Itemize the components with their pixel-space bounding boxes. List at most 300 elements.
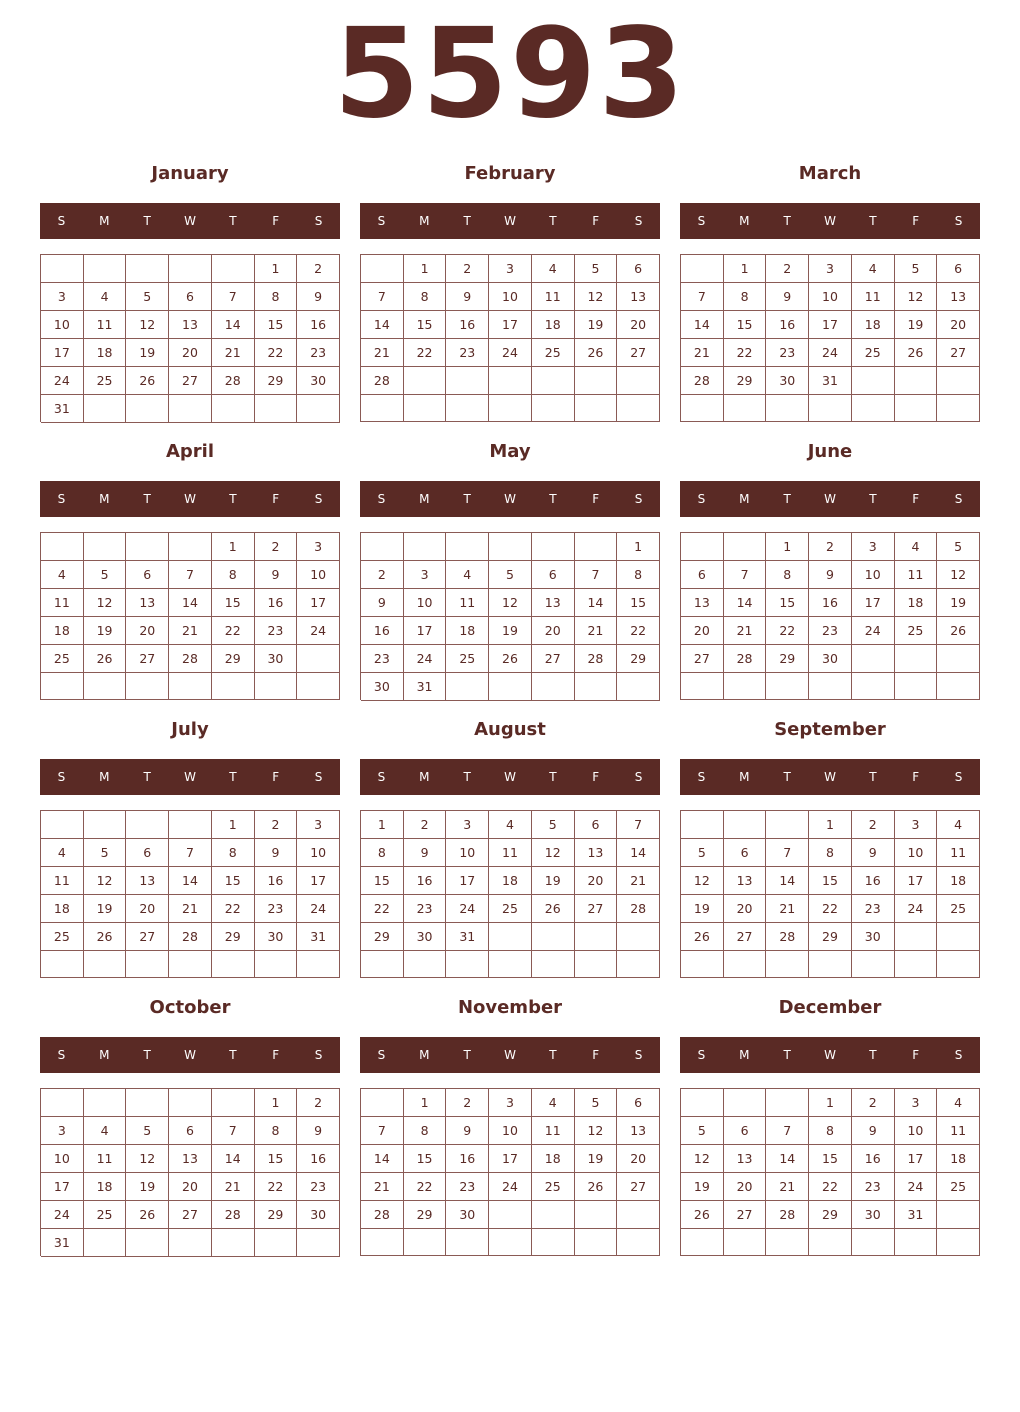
day-cell: 19 (895, 311, 938, 339)
day-cell: 13 (126, 867, 169, 895)
weekday-label: S (697, 492, 706, 506)
day-cell: 24 (489, 339, 532, 367)
day-cell: 16 (852, 867, 895, 895)
day-grid (680, 1088, 980, 1256)
weekday-label: F (592, 1048, 600, 1062)
day-cell: 15 (361, 867, 404, 895)
weekday-header (680, 1037, 980, 1073)
day-cell: 3 (297, 811, 340, 839)
day-cell: 12 (126, 1145, 169, 1173)
day-cell: 5 (84, 839, 127, 867)
day-cell: 1 (404, 255, 447, 283)
day-grid (360, 254, 660, 422)
day-cell (681, 255, 724, 283)
day-cell: 11 (84, 311, 127, 339)
weekday-label: M (99, 770, 110, 784)
day-cell: 23 (852, 895, 895, 923)
day-cell: 18 (937, 1145, 980, 1173)
day-cell: 25 (532, 339, 575, 367)
day-cell: 21 (212, 1173, 255, 1201)
day-cell: 23 (809, 617, 852, 645)
day-cell: 11 (852, 283, 895, 311)
day-cell: 18 (532, 1145, 575, 1173)
weekday-label: S (377, 214, 386, 228)
day-cell: 17 (895, 1145, 938, 1173)
day-cell (126, 673, 169, 700)
day-cell (724, 395, 767, 422)
day-cell: 27 (169, 367, 212, 395)
day-cell: 10 (895, 839, 938, 867)
day-cell: 8 (724, 283, 767, 311)
weekday-label: F (272, 492, 280, 506)
day-cell: 5 (532, 811, 575, 839)
weekday-label: T (463, 214, 471, 228)
day-cell: 26 (126, 367, 169, 395)
day-cell (297, 1229, 340, 1257)
day-cell: 13 (724, 1145, 767, 1173)
weekday-label: T (549, 214, 557, 228)
day-cell (41, 811, 84, 839)
day-cell: 14 (724, 589, 767, 617)
day-cell (937, 1201, 980, 1229)
day-cell: 9 (255, 839, 298, 867)
day-cell: 6 (724, 1117, 767, 1145)
day-cell: 30 (809, 645, 852, 673)
day-cell (169, 255, 212, 283)
day-grid (40, 1088, 340, 1256)
day-cell: 23 (446, 339, 489, 367)
day-cell (212, 951, 255, 978)
day-cell: 14 (766, 1145, 809, 1173)
day-cell: 23 (852, 1173, 895, 1201)
day-cell: 19 (126, 1173, 169, 1201)
day-cell: 8 (255, 283, 298, 311)
day-cell: 26 (489, 645, 532, 673)
day-cell: 15 (212, 589, 255, 617)
day-cell: 30 (766, 367, 809, 395)
day-cell: 8 (809, 839, 852, 867)
day-cell: 22 (766, 617, 809, 645)
day-cell (126, 1089, 169, 1117)
day-cell (446, 673, 489, 701)
day-cell: 1 (766, 533, 809, 561)
day-cell: 9 (255, 561, 298, 589)
day-cell (575, 673, 618, 701)
day-cell: 21 (169, 617, 212, 645)
day-cell: 7 (212, 1117, 255, 1145)
day-cell (724, 1089, 767, 1117)
day-grid (40, 254, 340, 422)
day-cell: 2 (852, 1089, 895, 1117)
day-cell: 9 (852, 1117, 895, 1145)
day-cell (809, 951, 852, 978)
day-cell (126, 1229, 169, 1257)
weekday-label: F (912, 492, 920, 506)
weekday-label: M (99, 492, 110, 506)
weekday-label: S (634, 492, 643, 506)
day-cell: 24 (297, 895, 340, 923)
day-cell: 3 (489, 1089, 532, 1117)
day-cell (446, 1229, 489, 1256)
day-grid (40, 810, 340, 978)
day-cell: 14 (169, 589, 212, 617)
weekday-label: T (463, 770, 471, 784)
day-cell: 29 (766, 645, 809, 673)
day-cell: 27 (617, 339, 660, 367)
day-cell: 27 (169, 1201, 212, 1229)
day-cell: 19 (681, 1173, 724, 1201)
day-cell: 22 (361, 895, 404, 923)
day-cell: 30 (404, 923, 447, 951)
weekday-label: T (869, 1048, 877, 1062)
day-cell: 27 (681, 645, 724, 673)
weekday-label: W (184, 214, 196, 228)
month-name: October (149, 997, 231, 1018)
day-cell (895, 1229, 938, 1256)
day-cell (681, 1089, 724, 1117)
weekday-label: S (634, 214, 643, 228)
day-cell: 16 (446, 311, 489, 339)
day-cell: 29 (724, 367, 767, 395)
day-cell: 5 (681, 839, 724, 867)
day-cell: 24 (41, 367, 84, 395)
weekday-label: M (739, 492, 750, 506)
day-cell: 12 (681, 867, 724, 895)
day-cell: 14 (212, 1145, 255, 1173)
day-cell: 10 (809, 283, 852, 311)
day-cell: 17 (41, 339, 84, 367)
day-cell: 23 (361, 645, 404, 673)
day-cell (724, 951, 767, 978)
day-cell: 17 (446, 867, 489, 895)
day-cell (84, 533, 127, 561)
day-cell: 16 (255, 589, 298, 617)
day-cell (361, 1089, 404, 1117)
day-cell: 22 (404, 339, 447, 367)
weekday-label: T (869, 492, 877, 506)
day-cell: 15 (809, 1145, 852, 1173)
day-cell: 1 (212, 533, 255, 561)
day-cell: 26 (575, 339, 618, 367)
day-cell (169, 1229, 212, 1257)
weekday-label: T (229, 214, 237, 228)
day-cell: 28 (169, 923, 212, 951)
day-cell: 4 (532, 255, 575, 283)
day-cell: 28 (617, 895, 660, 923)
weekday-header (680, 481, 980, 517)
day-cell: 26 (575, 1173, 618, 1201)
day-cell: 28 (169, 645, 212, 673)
day-cell (937, 395, 980, 422)
day-cell: 11 (41, 589, 84, 617)
day-cell (937, 367, 980, 395)
day-cell: 18 (895, 589, 938, 617)
day-cell: 2 (852, 811, 895, 839)
day-cell: 18 (937, 867, 980, 895)
weekday-label: S (697, 1048, 706, 1062)
day-cell: 24 (852, 617, 895, 645)
day-cell: 14 (575, 589, 618, 617)
day-cell (84, 951, 127, 978)
day-cell: 21 (724, 617, 767, 645)
day-cell (297, 645, 340, 673)
day-cell: 3 (895, 1089, 938, 1117)
day-cell: 3 (41, 1117, 84, 1145)
weekday-label: M (739, 214, 750, 228)
month-name: September (774, 719, 886, 740)
day-cell (361, 1229, 404, 1256)
day-cell (681, 395, 724, 422)
day-cell: 28 (766, 1201, 809, 1229)
month-name: March (798, 163, 862, 184)
weekday-label: S (954, 770, 963, 784)
day-cell: 8 (212, 561, 255, 589)
day-cell: 12 (895, 283, 938, 311)
day-cell: 3 (895, 811, 938, 839)
day-cell: 21 (766, 1173, 809, 1201)
day-cell: 21 (169, 895, 212, 923)
day-cell (852, 395, 895, 422)
weekday-label: S (954, 492, 963, 506)
day-cell: 18 (532, 311, 575, 339)
weekday-label: S (634, 1048, 643, 1062)
weekday-header (40, 759, 340, 795)
day-cell: 22 (809, 895, 852, 923)
day-cell: 15 (404, 1145, 447, 1173)
day-cell: 28 (766, 923, 809, 951)
weekday-label: M (99, 214, 110, 228)
day-cell: 31 (41, 395, 84, 423)
day-cell: 6 (126, 839, 169, 867)
day-cell: 31 (297, 923, 340, 951)
day-cell: 3 (852, 533, 895, 561)
day-cell (809, 1229, 852, 1256)
day-cell (41, 951, 84, 978)
weekday-label: T (463, 492, 471, 506)
day-cell: 1 (617, 533, 660, 561)
month-name: April (165, 441, 215, 462)
day-grid (360, 1088, 660, 1256)
day-cell (255, 951, 298, 978)
weekday-header (680, 759, 980, 795)
day-cell (809, 673, 852, 700)
day-cell: 7 (681, 283, 724, 311)
day-cell: 18 (84, 1173, 127, 1201)
weekday-label: F (272, 1048, 280, 1062)
day-cell (489, 673, 532, 701)
weekday-header (360, 203, 660, 239)
day-cell: 2 (809, 533, 852, 561)
day-cell: 21 (617, 867, 660, 895)
day-cell: 28 (575, 645, 618, 673)
day-cell: 29 (255, 367, 298, 395)
day-cell (361, 951, 404, 978)
weekday-label: S (314, 214, 323, 228)
day-cell: 9 (809, 561, 852, 589)
day-cell (617, 1229, 660, 1256)
weekday-label: F (272, 214, 280, 228)
day-cell: 5 (681, 1117, 724, 1145)
day-cell: 11 (895, 561, 938, 589)
day-cell (446, 533, 489, 561)
month-name: June (807, 441, 853, 462)
day-cell: 13 (575, 839, 618, 867)
day-cell: 20 (617, 311, 660, 339)
day-cell: 17 (297, 867, 340, 895)
day-cell (404, 533, 447, 561)
day-cell (446, 951, 489, 978)
day-cell: 3 (446, 811, 489, 839)
weekday-label: S (697, 214, 706, 228)
day-cell: 8 (809, 1117, 852, 1145)
day-cell: 21 (212, 339, 255, 367)
day-cell: 22 (617, 617, 660, 645)
day-cell: 9 (361, 589, 404, 617)
day-cell (766, 951, 809, 978)
day-cell (489, 395, 532, 422)
weekday-label: S (954, 1048, 963, 1062)
day-cell: 17 (404, 617, 447, 645)
day-cell (84, 673, 127, 700)
day-cell (937, 1229, 980, 1256)
day-cell: 2 (255, 811, 298, 839)
day-cell: 7 (169, 839, 212, 867)
day-cell: 25 (446, 645, 489, 673)
day-cell: 23 (297, 1173, 340, 1201)
weekday-label: S (634, 770, 643, 784)
day-cell: 25 (489, 895, 532, 923)
day-cell: 15 (212, 867, 255, 895)
weekday-label: S (57, 492, 66, 506)
day-cell: 6 (169, 1117, 212, 1145)
day-cell (766, 1229, 809, 1256)
day-cell: 9 (446, 283, 489, 311)
day-cell: 21 (361, 339, 404, 367)
day-cell (126, 951, 169, 978)
day-cell (809, 395, 852, 422)
day-cell: 19 (681, 895, 724, 923)
weekday-label: M (419, 214, 430, 228)
weekday-label: W (824, 1048, 836, 1062)
day-cell: 26 (681, 1201, 724, 1229)
day-cell: 23 (255, 895, 298, 923)
day-cell: 22 (255, 339, 298, 367)
day-cell: 18 (852, 311, 895, 339)
day-cell (446, 367, 489, 395)
day-cell (766, 1089, 809, 1117)
day-cell: 13 (937, 283, 980, 311)
weekday-label: F (592, 214, 600, 228)
day-cell: 30 (852, 923, 895, 951)
day-cell: 19 (84, 617, 127, 645)
day-cell: 10 (404, 589, 447, 617)
day-cell: 25 (937, 1173, 980, 1201)
day-cell: 30 (297, 1201, 340, 1229)
weekday-label: M (419, 1048, 430, 1062)
weekday-label: M (739, 770, 750, 784)
day-cell (361, 395, 404, 422)
day-cell: 4 (84, 283, 127, 311)
day-cell (852, 1229, 895, 1256)
day-cell (297, 673, 340, 700)
day-cell: 11 (532, 283, 575, 311)
weekday-label: T (783, 1048, 791, 1062)
day-cell: 13 (126, 589, 169, 617)
day-cell: 12 (84, 589, 127, 617)
day-cell (937, 645, 980, 673)
day-cell (532, 367, 575, 395)
day-cell: 31 (404, 673, 447, 701)
day-cell: 19 (84, 895, 127, 923)
weekday-label: T (783, 770, 791, 784)
day-cell (532, 1229, 575, 1256)
day-cell: 20 (575, 867, 618, 895)
day-cell: 6 (126, 561, 169, 589)
day-cell: 22 (212, 895, 255, 923)
day-cell (937, 673, 980, 700)
day-cell: 12 (84, 867, 127, 895)
day-cell: 27 (126, 923, 169, 951)
weekday-header (360, 481, 660, 517)
day-cell: 6 (937, 255, 980, 283)
day-cell: 14 (212, 311, 255, 339)
day-cell: 1 (809, 811, 852, 839)
day-cell (681, 811, 724, 839)
day-cell: 13 (617, 1117, 660, 1145)
day-cell (41, 673, 84, 700)
day-cell (41, 255, 84, 283)
weekday-label: T (143, 492, 151, 506)
weekday-label: T (549, 770, 557, 784)
day-cell: 29 (809, 1201, 852, 1229)
day-cell: 20 (169, 1173, 212, 1201)
day-cell: 20 (617, 1145, 660, 1173)
day-cell (575, 951, 618, 978)
day-cell (937, 923, 980, 951)
day-grid (360, 532, 660, 700)
day-cell: 15 (724, 311, 767, 339)
day-cell (404, 951, 447, 978)
day-cell: 6 (169, 283, 212, 311)
day-cell: 24 (895, 1173, 938, 1201)
day-cell: 6 (532, 561, 575, 589)
day-cell: 17 (41, 1173, 84, 1201)
day-cell: 6 (681, 561, 724, 589)
day-cell: 6 (617, 255, 660, 283)
day-cell: 7 (361, 1117, 404, 1145)
day-cell: 25 (41, 923, 84, 951)
weekday-label: S (57, 1048, 66, 1062)
day-cell: 5 (84, 561, 127, 589)
day-cell: 11 (937, 839, 980, 867)
day-cell: 30 (852, 1201, 895, 1229)
day-cell: 4 (532, 1089, 575, 1117)
day-cell: 15 (617, 589, 660, 617)
day-cell (126, 395, 169, 423)
day-cell (681, 951, 724, 978)
weekday-label: F (592, 492, 600, 506)
weekday-label: W (184, 1048, 196, 1062)
day-cell: 13 (169, 311, 212, 339)
weekday-label: S (314, 770, 323, 784)
day-cell: 10 (297, 561, 340, 589)
day-cell (617, 1201, 660, 1229)
day-cell (575, 395, 618, 422)
day-cell: 17 (489, 311, 532, 339)
day-cell: 17 (489, 1145, 532, 1173)
day-cell: 11 (84, 1145, 127, 1173)
day-cell (126, 255, 169, 283)
